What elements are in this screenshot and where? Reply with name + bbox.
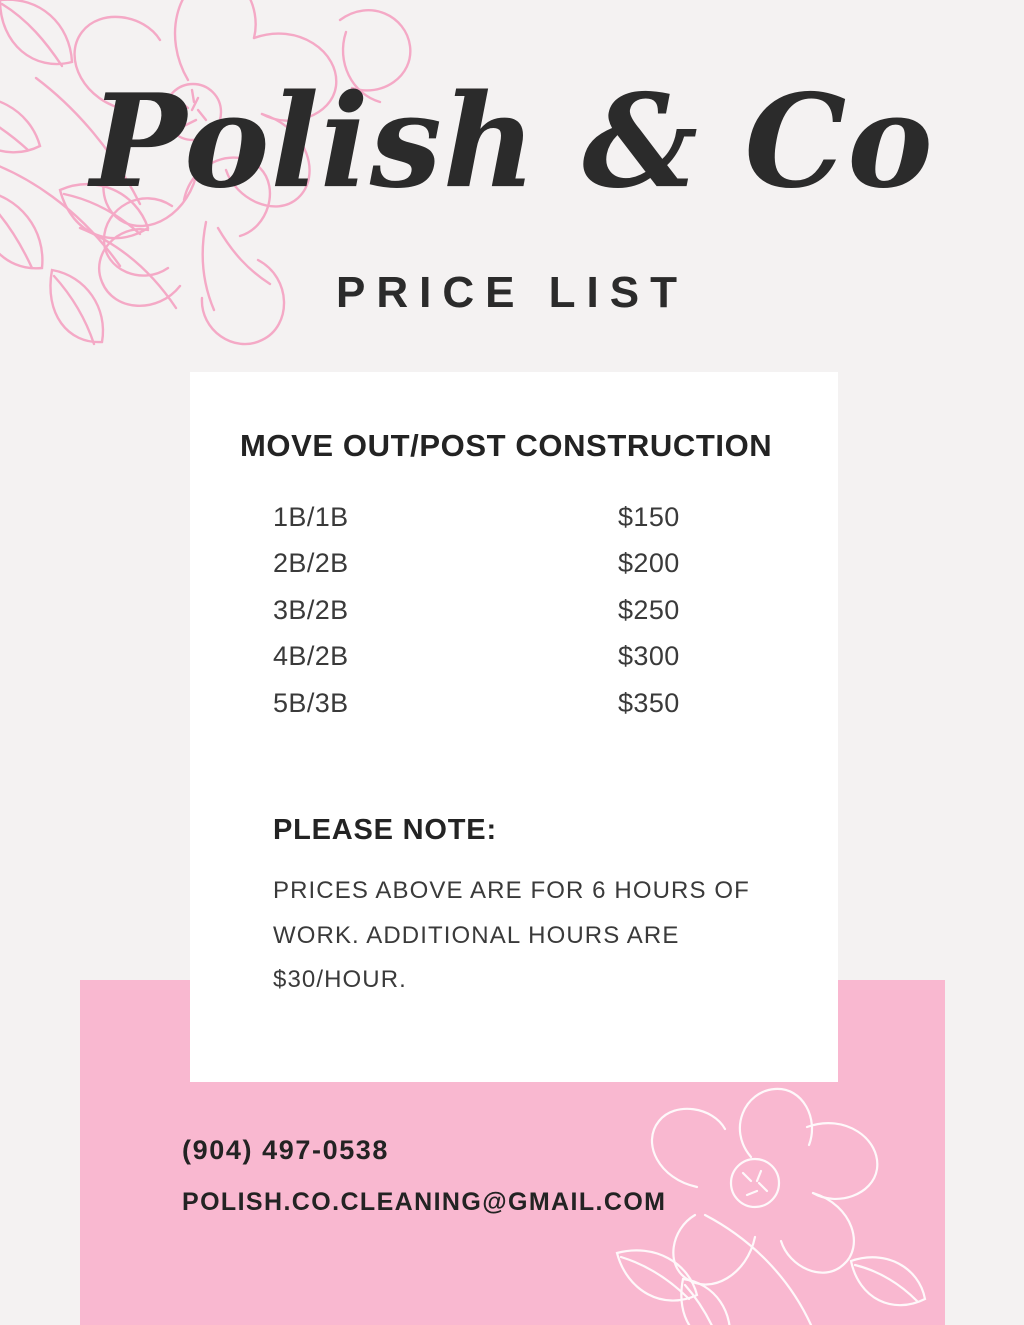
price-row-value: $150	[618, 502, 680, 532]
price-row-value: $250	[618, 594, 680, 625]
note-text: PRICES ABOVE ARE FOR 6 HOURS OF WORK. ADDITIONAL HOURS ARE $30/HOUR.	[273, 877, 750, 993]
price-row-label: 3B/2B	[273, 594, 349, 625]
price-card	[190, 372, 838, 1082]
price-row-value: $350	[618, 687, 680, 718]
price-row-label: 4B/2B	[273, 641, 349, 672]
contact-phone[interactable]: (904) 497-0538	[182, 1135, 390, 1165]
price-row-value: $300	[618, 641, 680, 672]
price-table	[240, 494, 788, 726]
page-subtitle: PRICE LIST	[335, 268, 689, 317]
price-row-label: 2B/2B	[273, 548, 349, 579]
contact-info	[182, 1135, 666, 1217]
table-row	[273, 494, 728, 540]
price-row-value: $200	[618, 548, 680, 579]
price-row-label: 5B/3B	[273, 687, 349, 718]
note-section	[240, 814, 788, 1002]
contact-email[interactable]: POLISH.CO.CLEANING@GMAIL.COM	[182, 1188, 667, 1216]
note-title: PLEASE NOTE:	[273, 814, 497, 847]
table-row	[273, 587, 728, 633]
brand-title: Polish & Co	[90, 67, 934, 217]
price-card-title: MOVE OUT/POST CONSTRUCTION	[240, 428, 773, 463]
table-row	[273, 540, 728, 586]
price-row-label: 1B/1B	[273, 502, 349, 532]
table-row	[273, 633, 728, 679]
table-row	[273, 680, 728, 726]
